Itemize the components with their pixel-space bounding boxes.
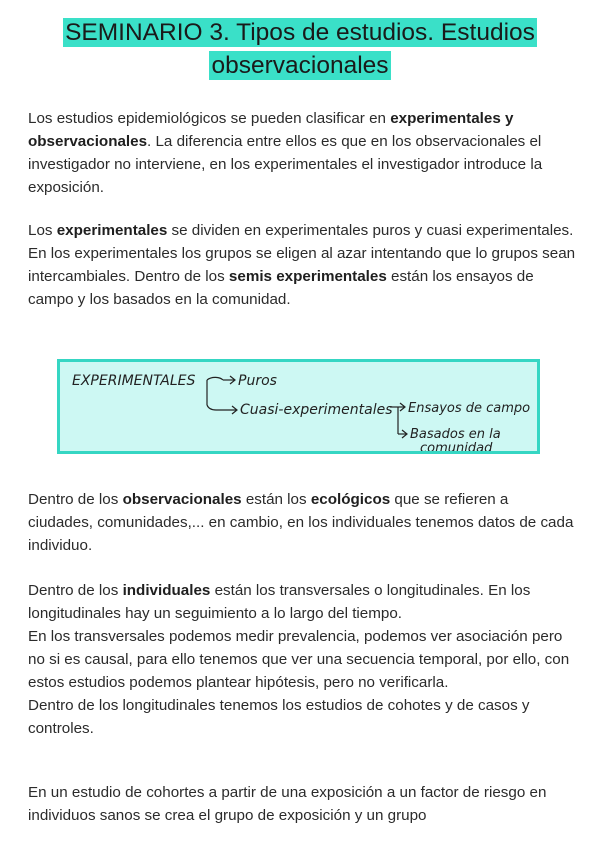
- text: Dentro de los: [28, 491, 123, 508]
- diagram-basados-2: comunidad: [420, 441, 493, 451]
- title-line-1: SEMINARIO 3. Tipos de estudios. Estudios: [65, 19, 535, 46]
- text: Los: [28, 222, 57, 239]
- diagram-basados-1: Basados en la: [410, 427, 501, 442]
- text: que se refieren a ciudades, comunidades,... en cambio, en los individuales tenemos datos de cada individuo.: [28, 491, 574, 554]
- diagram-svg: [60, 362, 537, 451]
- diagram-puros: Puros: [238, 373, 277, 389]
- text: se dividen en experimentales puros y cuasi experimentales. En los experimentales los grupos se eligen al azar intentando que lo grupos sean intercambiales. Dentro de los: [28, 222, 576, 285]
- diagram-ensayos: Ensayos de campo: [408, 401, 531, 416]
- text: están los ensayos de campo y los basados en la comunidad.: [28, 268, 534, 308]
- experimentales-diagram: [57, 359, 540, 454]
- paragraph-experimentales: [28, 219, 576, 311]
- bold-term: experimentales y observacionales: [28, 110, 514, 150]
- text: Dentro de los: [28, 582, 123, 599]
- text: Dentro de los longitudinales tenemos los estudios de cohotes y de casos y controles.: [28, 697, 530, 737]
- diagram-root: EXPERIMENTALES: [72, 373, 196, 389]
- paragraph-individuales: [28, 579, 576, 740]
- text: . La diferencia entre ellos es que en los observacionales el investigador no interviene, en los experimentales el investigador introduce la exposición.: [28, 133, 543, 196]
- paragraph-clasificacion: [28, 107, 576, 199]
- text: están los transversales o longitudinales. En los longitudinales hay un seguimiento a lo largo del tiempo.: [28, 582, 531, 622]
- bold-term: semis experimentales: [228, 268, 387, 285]
- bold-term: observacionales: [122, 491, 242, 508]
- page-title: [0, 16, 600, 82]
- title-line-2: observacionales: [211, 52, 389, 79]
- bold-term: individuales: [122, 582, 211, 599]
- text: Los estudios epidemiológicos se pueden clasificar en: [28, 110, 391, 127]
- diagram-cuasi: Cuasi-experimentales: [240, 402, 393, 418]
- text: En un estudio de cohortes a partir de una exposición a un factor de riesgo en individuos sanos se crea el grupo de exposición y un grupo: [28, 784, 547, 824]
- arrow-cuasi: [207, 405, 236, 410]
- text: En los transversales podemos medir prevalencia, podemos ver asociación pero no si es causal, para ello tenemos que ver una secuencia temporal, por ello, con estos estudios podemos plantear hipótesis, pero no verificarla.: [28, 628, 570, 691]
- connector-root: [207, 377, 223, 380]
- bold-term: experimentales: [56, 222, 168, 239]
- paragraph-observacionales: [28, 488, 576, 557]
- paragraph-cohortes: [28, 781, 576, 827]
- bold-term: ecológicos: [310, 491, 391, 508]
- text: están los: [241, 491, 311, 508]
